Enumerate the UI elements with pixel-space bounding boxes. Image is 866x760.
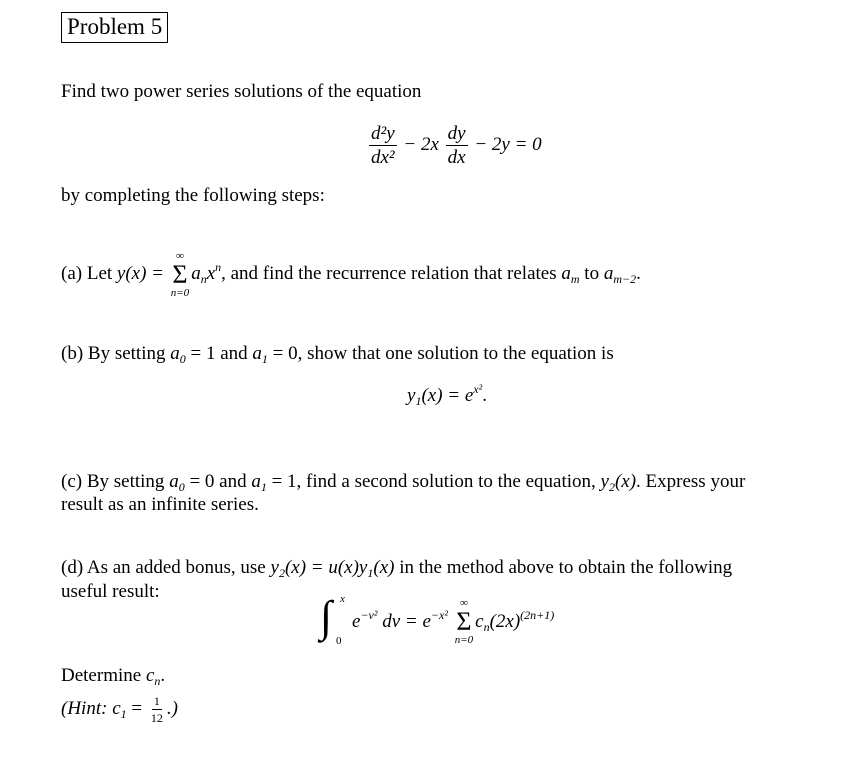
part-b-text: (b) By setting	[61, 343, 166, 364]
minus-2x: − 2x	[403, 133, 439, 155]
hint-line: (Hint: $c_1$ = $\frac{1}{12}$ .)	[61, 694, 178, 726]
part-d-summation: ∞ Σ n=0	[454, 597, 474, 646]
part-a: (a) Let y(x) = ∞ Σ n=0 $a_nx^n$, and find the recurrence relation that relates $a_m$ to $a_{m-2}$.	[61, 249, 641, 299]
hint-fraction: $\frac{1}{12}$	[150, 694, 163, 726]
part-a-summation: ∞ Σ n=0	[170, 249, 190, 299]
part-c: (c) By setting $a_0 = 0$ and $a_1 = 1$, find a second solution to the equation, $y_2(x)$. Express your	[61, 471, 746, 494]
part-a-prefix: (a) Let	[61, 263, 113, 284]
part-c-line2: result as an infinite series.	[61, 494, 259, 515]
hint-c1: $c_1$	[112, 698, 127, 721]
part-b: (b) By setting $a_0 = 1$ and $a_1 = 0$, show that one solution to the equation is	[61, 343, 614, 366]
part-a-am2: $a_{m-2}$	[603, 263, 637, 286]
part-a-to: to	[584, 263, 600, 284]
problem-title: Problem 5	[61, 12, 168, 43]
part-a-term: $a_nx^n$	[191, 260, 222, 286]
part-a-middle: , and find the recurrence relation that relates	[221, 263, 557, 284]
steps-intro-text: by completing the following steps:	[61, 185, 325, 206]
integral-icon: ∫	[320, 592, 333, 641]
part-c-y2: $y_2(x)$	[600, 471, 637, 494]
part-b-solution: $y_1(x) = e^{x^2}$.	[407, 382, 487, 408]
intro-text: Find two power series solutions of the equation	[61, 81, 422, 102]
part-a-y-of-x: y(x) =	[116, 263, 164, 284]
part-a-am: $a_m$	[561, 263, 580, 286]
part-d-line2: useful result:	[61, 581, 160, 602]
second-derivative-fraction: $\frac{\text{d²y}}{\text{dx²}}$	[371, 123, 395, 168]
part-b-a1: $a_1$	[252, 343, 268, 366]
determine-cn: $c_n$	[145, 665, 161, 688]
series-term: $c_n(2x)^{(2n+1)}$	[475, 608, 555, 634]
determine-line: Determine $c_n$.	[61, 665, 166, 688]
integral-result	[318, 592, 555, 647]
part-c-a0: $a_0$	[169, 471, 185, 494]
part-d: (d) As an added bonus, use $y_2(x) = u(x)y_1(x)$ in the method above to obtain the following	[61, 557, 733, 580]
part-c-a1: $a_1$	[251, 471, 267, 494]
sigma-icon: Σ	[172, 259, 188, 289]
main-equation	[367, 124, 542, 167]
integral-sign: ∫ x 0	[320, 592, 345, 647]
integrand: $e^{-v^2}$ dv = $e^{-x^2}$	[352, 608, 448, 632]
equation-rest: − 2y = 0	[474, 133, 542, 155]
sigma-icon: Σ	[456, 607, 472, 636]
part-d-formula: $y_2(x) = u(x)y_1(x)$	[270, 557, 395, 580]
part-b-a0: $a_0$	[170, 343, 186, 366]
first-derivative-fraction: $\frac{dy}{dx}$	[447, 123, 466, 168]
